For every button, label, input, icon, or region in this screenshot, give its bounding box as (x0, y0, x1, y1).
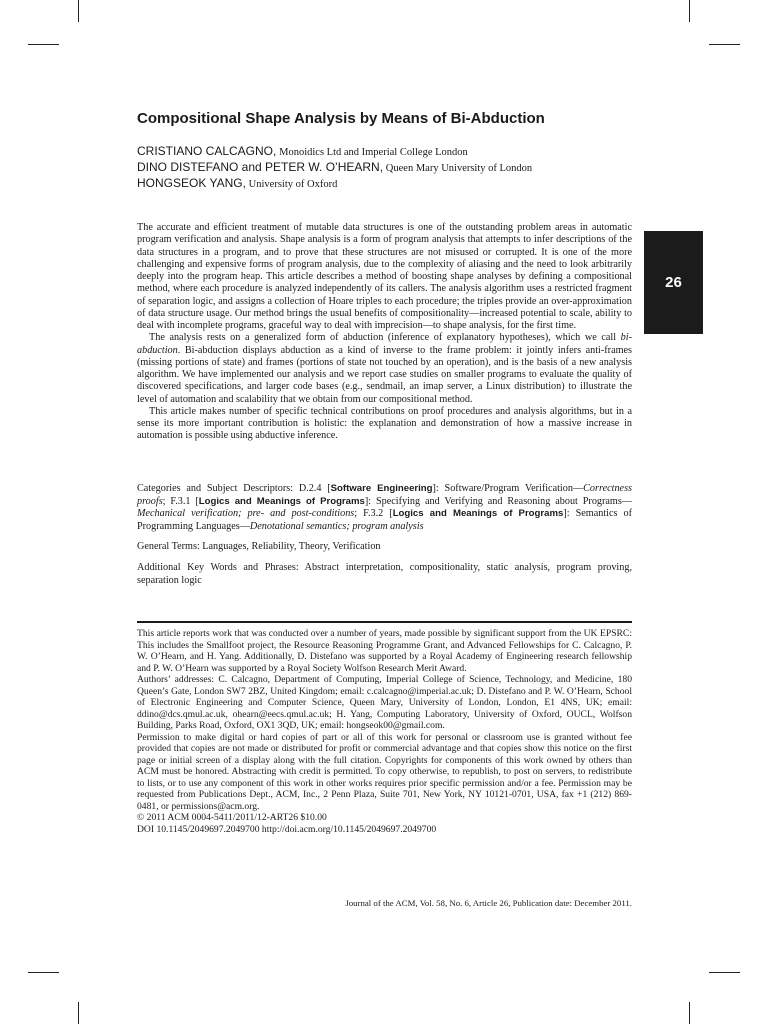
abstract-text: The analysis rests on a generalized form of abduction (inference of explanatory hypotheses), which we call (149, 332, 621, 344)
crop-mark (78, 0, 79, 22)
authors-addresses: Authors’ addresses: C. Calcagno, Department of Computing, Imperial College of Science, Technology, and Medicine, 180 Queen’s Gate, London SW7 2BZ, United Kingdom; email: c.calcagno@imperial.ac.uk; D. Distefano and P. W. O’Hearn, School of Electronic Engineering and Computer Science, Queen Mary, University of London, London, E1 4NS, UK; email: ddino@dcs.qmul.ac.uk, ohearn@eecs.qmul.ac.uk; H. Yang, Computing Laboratory, University of Oxford, OUCL, Wolfson Building, Parks Road, Oxford, OX1 3QD, UK; email: hongseok00@gmail.com. (137, 674, 632, 731)
ccs-subject: Mechanical verification; pre- and post-conditions (137, 508, 355, 519)
article-number-tab (644, 231, 703, 334)
crop-mark (28, 972, 59, 973)
ccs-text: ]: Specifying and Verifying and Reasoning about Programs— (364, 495, 632, 507)
ccs-category: Logics and Meanings of Programs (392, 508, 564, 519)
crop-mark (28, 44, 59, 45)
crop-mark (689, 0, 690, 22)
abstract-paragraph: This article makes number of specific technical contributions on proof procedures and analysis algorithms, but in a sense its more important contribution is holistic: the explanation and demonstration of how a massive increase in automation is possible using abductive inference. (137, 405, 632, 442)
subject-descriptors (137, 483, 632, 533)
ccs-text: ]: Software/Program Verification— (432, 483, 584, 494)
doi-line: DOI 10.1145/2049697.2049700 http://doi.acm.org/10.1145/2049697.2049700 (137, 823, 437, 835)
crop-mark (78, 1002, 79, 1024)
abstract-paragraph: The accurate and efficient treatment of mutable data structures is one of the outstanding problem areas in automatic program verification and analysis. Shape analysis is a form of program analysis that attempts to infer descriptions of the data structures in a program, and to prove that these structures are not misused or corrupted. It is one of the more challenging and expensive forms of program analysis, due to the complexity of aliasing and the need to look arbitrarily deeply into the program heap. This article describes a method of boosting shape analyses by defining a compositional method, where each procedure is analyzed independently of its callers. The analysis algorithm uses a restricted fragment of separation logic, and assigns a collection of Hoare triples to each procedure; the triples provide an over-approximation of data structure usage. Our method brings the usual benefits of compositionality—increased potential to scale, ability to deal with incomplete programs, graceful way to deal with imprecision—to shape analysis, for the first time. (137, 222, 632, 331)
support-note: This article reports work that was conducted over a number of years, made possible by significant support from the UK EPSRC: This includes the Smallfoot project, the Resource Reasoning Programme Grant, and Advanced Fellowships for C. Calcagno, P. W. O’Hearn, and H. Yang. Additionally, D. Distefano was supported by a Royal Academy of Engineering research fellowship and P. W. O’Hearn was supported by a Royal Society Wolfson Research Merit Award. (137, 628, 632, 674)
ccs-category: Software Engineering (330, 483, 433, 494)
author-line (137, 160, 637, 176)
copyright-line: © 2011 ACM 0004-5411/2011/12-ART26 $10.00 (137, 812, 327, 823)
crop-mark (709, 44, 740, 45)
ccs-text: Categories and Subject Descriptors: D.2.4 [ (137, 483, 331, 494)
author-affiliation: Queen Mary University of London (385, 163, 533, 174)
author-affiliation: Monoidics Ltd and Imperial College London (279, 147, 468, 158)
author-names: HONGSEOK YANG, (137, 176, 246, 190)
ccs-text: ; F.3.2 [ (354, 508, 393, 519)
journal-citation: Journal of the ACM, Vol. 58, No. 6, Article 26, Publication date: December 2011. (345, 898, 632, 908)
author-line (137, 176, 637, 192)
ccs-category: Logics and Meanings of Programs (198, 495, 365, 507)
author-line (137, 144, 637, 160)
article-number: 26 (665, 274, 682, 291)
general-terms: General Terms: Languages, Reliability, Theory, Verification (137, 541, 381, 552)
key-words: Additional Key Words and Phrases: Abstract interpretation, compositionality, static analysis, program proving, separation logic (137, 562, 632, 586)
footnote-rule (137, 621, 632, 623)
abstract (137, 222, 632, 443)
ccs-text: ; F.3.1 [ (162, 495, 199, 507)
ccs-subject: Correctness proofs (137, 483, 632, 507)
ccs-text: ]: Semantics of Programming Languages— (137, 508, 632, 532)
crop-mark (689, 1002, 690, 1024)
ccs-subject: Denotational semantics; program analysis (249, 520, 424, 532)
crop-mark (709, 972, 740, 973)
footnotes (137, 628, 632, 835)
author-affiliation: University of Oxford (248, 179, 338, 190)
paper-title: Compositional Shape Analysis by Means of Bi-Abduction (137, 110, 545, 127)
author-names: DINO DISTEFANO and PETER W. O’HEARN, (137, 160, 384, 174)
abstract-emphasis: bi-abduction (137, 332, 632, 356)
author-names: CRISTIANO CALCAGNO, (137, 144, 277, 158)
author-block (137, 144, 637, 192)
permission-note: Permission to make digital or hard copies of part or all of this work for personal or classroom use is granted without fee provided that copies are not made or distributed for profit or commercial advantage and that copies show this notice on the first page or initial screen of a display along with the full citation. Copyrights for components of this work owned by others than ACM must be honored. Abstracting with credit is permitted. To copy otherwise, to republish, to post on servers, to redistribute to lists, or to use any component of this work in other works requires prior specific permission and/or a fee. Permission may be requested from Publications Dept., ACM, Inc., 2 Penn Plaza, Suite 701, New York, NY 10121-0701, USA, fax +1 (212) 869-0481, or permissions@acm.org. (137, 731, 632, 812)
abstract-text: . Bi-abduction displays abduction as a kind of inverse to the frame problem: it jointly infers anti-frames (missing portions of state) and frames (portions of state not touched by an operation), and is the basis of a new analysis algorithm. We have implemented our analysis and we report case studies on smaller programs to evaluate the quality of discovered specifications, and larger code bases (e.g., sendmail, an imap server, a Linux distribution) to illustrate the level of automation and scalability that we obtain from our compositional method. (137, 344, 632, 405)
abstract-paragraph (137, 332, 632, 406)
